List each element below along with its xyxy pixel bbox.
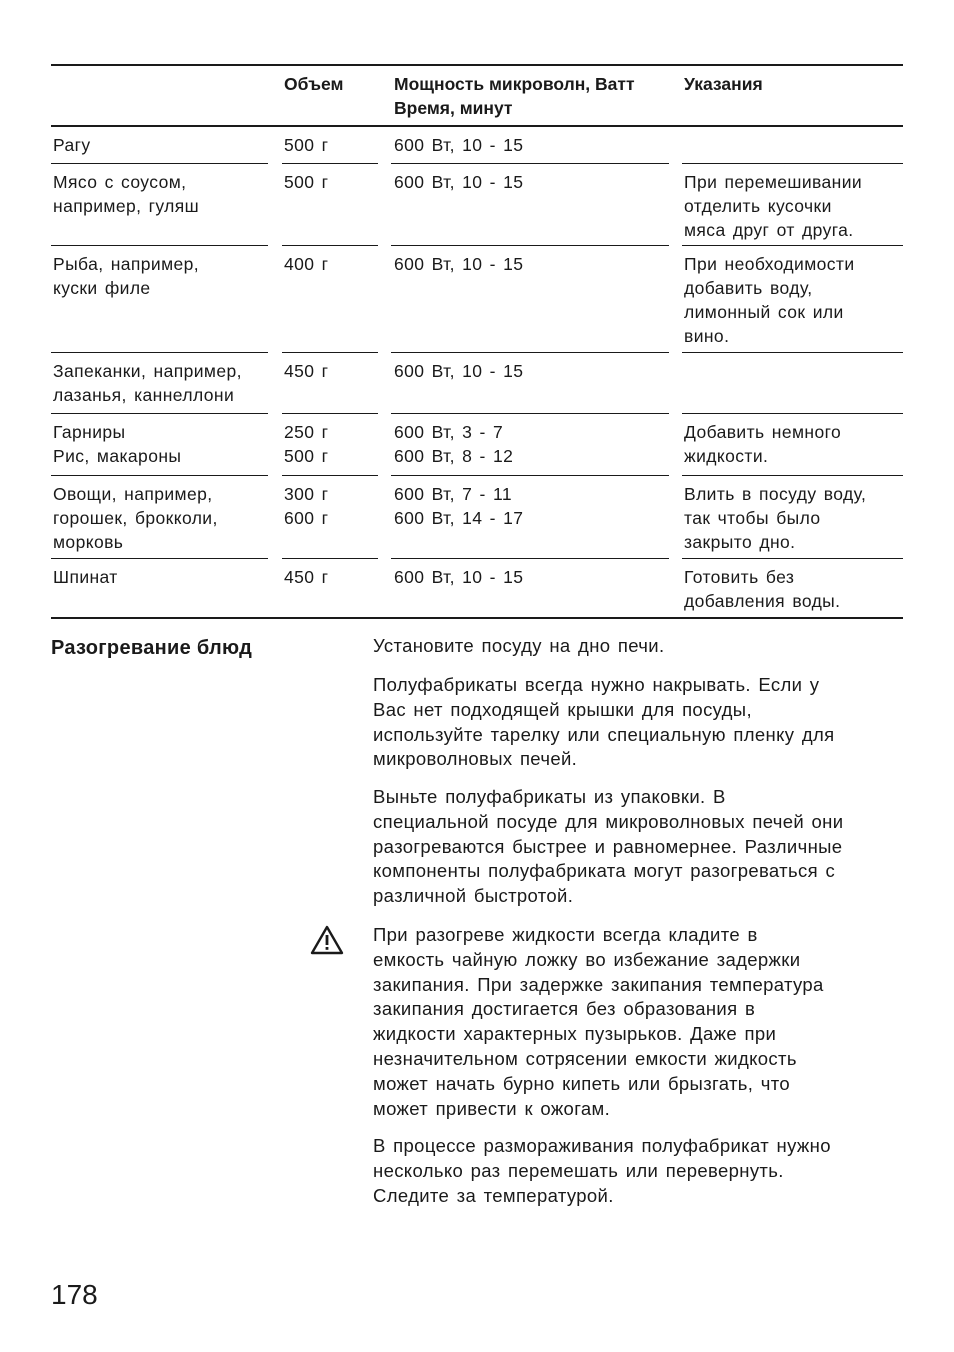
cell-power-time: 600 Вт, 10 - 15 — [394, 135, 524, 155]
cell-power-time: 600 Вт, 10 - 15 — [394, 361, 524, 381]
paragraph: Выньте полуфабрикаты из упаковки. В специальной посуде для микроволновых печей они разогреваются быстрее и равномернее. Различные компоненты полуфабриката могут разогреваться с различной быстротой. — [373, 786, 844, 907]
cell-volume: 500 г — [284, 135, 329, 155]
cell-power-time: 600 Вт, 10 - 15 — [394, 254, 524, 274]
cell-volume: 250 г 500 г — [284, 422, 329, 466]
table-row — [0, 246, 954, 353]
section-title: Разогревание блюд — [51, 637, 253, 659]
cell-notes: При перемешивании отделить кусочки мяса друг от друга. — [684, 172, 863, 240]
cell-notes: Влить в посуду воду, так чтобы было закрыто дно. — [684, 484, 867, 552]
cell-notes: При необходимости добавить воду, лимонный сок или вино. — [684, 254, 855, 346]
table-row — [0, 414, 954, 476]
paragraph: В процессе размораживания полуфабрикат нужно несколько раз перемешать или перевернуть. Следите за температурой. — [373, 1135, 831, 1206]
header-notes: Указания — [684, 74, 763, 94]
header-power-time: Мощность микроволн, Ватт Время, минут — [394, 74, 635, 118]
warning-triangle-icon — [310, 925, 344, 955]
cell-dish: Рагу — [53, 135, 91, 155]
warning-paragraph: При разогреве жидкости всегда кладите в емкость чайную ложку во избежание задержки закипания. При задержке закипания температура закипания достигается без образования в жидкости характерных пузырьков. Даже при незначительном сотрясении емкости жидкость может начать бурно кипеть или брызгать, что может привести к ожогам. — [373, 924, 824, 1119]
table-row — [0, 476, 954, 559]
table-row — [0, 353, 954, 414]
page-number: 178 — [51, 1279, 98, 1310]
cell-notes: Готовить без добавления воды. — [684, 567, 841, 611]
cell-power-time: 600 Вт, 10 - 15 — [394, 567, 524, 587]
table-row — [0, 164, 954, 246]
table-top-rule — [51, 64, 903, 66]
cell-volume: 500 г — [284, 172, 329, 192]
table-row — [0, 127, 954, 164]
cell-dish: Овощи, например, горошек, брокколи, морковь — [53, 484, 218, 552]
table-row — [0, 559, 954, 617]
cell-power-time: 600 Вт, 10 - 15 — [394, 172, 524, 192]
cell-dish: Шпинат — [53, 567, 118, 587]
cell-notes: Добавить немного жидкости. — [684, 422, 842, 466]
cell-volume: 450 г — [284, 567, 329, 587]
cell-dish: Гарниры Рис, макароны — [53, 422, 182, 466]
paragraph: Полуфабрикаты всегда нужно накрывать. Если у Вас нет подходящей крышки для посуды, используйте тарелку или специальную пленку для микроволновых печей. — [373, 674, 835, 770]
cell-volume: 450 г — [284, 361, 329, 381]
cell-dish: Мясо с соусом, например, гуляш — [53, 172, 200, 216]
cell-dish: Рыба, например, куски филе — [53, 254, 200, 298]
header-volume: Объем — [284, 74, 344, 94]
cell-power-time: 600 Вт, 3 - 7 600 Вт, 8 - 12 — [394, 422, 514, 466]
cell-dish: Запеканки, например, лазанья, каннеллони — [53, 361, 242, 405]
table-bottom-rule — [51, 617, 903, 619]
cell-volume: 400 г — [284, 254, 329, 274]
paragraph: Установите посуду на дно печи. — [373, 635, 665, 656]
cell-volume: 300 г 600 г — [284, 484, 329, 528]
cell-power-time: 600 Вт, 7 - 11 600 Вт, 14 - 17 — [394, 484, 524, 528]
